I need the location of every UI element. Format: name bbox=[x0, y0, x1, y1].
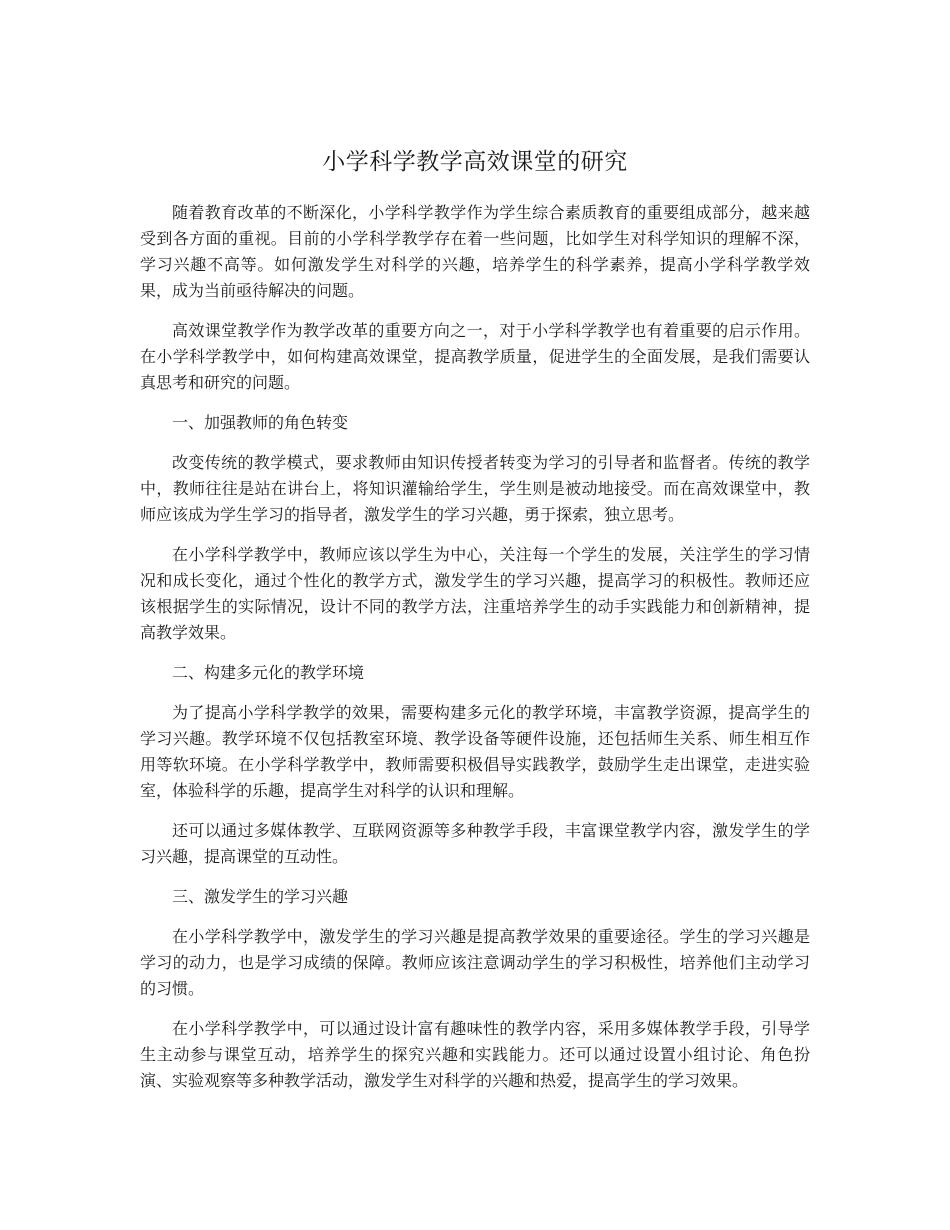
document-body bbox=[140, 200, 810, 1108]
paragraph-section3-2: 在小学科学教学中，可以通过设计富有趣味性的教学内容，采用多媒体教学手段，引导学生主动参与课堂互动，培养学生的探究兴趣和实践能力。还可以通过设置小组讨论、角色扮演、实验观察等多种教学活动，激发学生对科学的兴趣和热爱，提高学生的学习效果。 bbox=[140, 1019, 810, 1090]
document-title: 小学科学教学高效课堂的研究 bbox=[322, 149, 628, 175]
section-heading-1: 一、加强教师的角色转变 bbox=[172, 413, 349, 432]
paragraph-section2-1: 为了提高小学科学教学的效果，需要构建多元化的教学环境，丰富教学资源，提高学生的学习兴趣。教学环境不仅包括教室环境、教学设备等硬件设施，还包括师生关系、师生相互作用等软环境。在小学科学教学中，教师需要积极倡导实践教学，鼓励学生走出课堂，走进实验室，体验科学的乐趣，提高学生对科学的认识和理解。 bbox=[140, 703, 810, 800]
paragraph-intro-2: 高效课堂教学作为教学改革的重要方向之一，对于小学科学教学也有着重要的启示作用。在小学科学教学中，如何构建高效课堂，提高教学质量，促进学生的全面发展，是我们需要认真思考和研究的问题。 bbox=[140, 321, 810, 392]
paragraph-section3-1: 在小学科学教学中，激发学生的学习兴趣是提高教学效果的重要途径。学生的学习兴趣是学习的动力，也是学习成绩的保障。教师应该注意调动学生的学习积极性，培养他们主动学习的习惯。 bbox=[140, 927, 810, 998]
section-heading-3: 三、激发学生的学习兴趣 bbox=[172, 887, 349, 906]
paragraph-section2-2: 还可以通过多媒体教学、互联网资源等多种教学手段，丰富课堂教学内容，激发学生的学习兴趣，提高课堂的互动性。 bbox=[140, 821, 810, 866]
paragraph-section1-1: 改变传统的教学模式，要求教师由知识传授者转变为学习的引导者和监督者。传统的教学中，教师往往是站在讲台上，将知识灌输给学生，学生则是被动地接受。而在高效课堂中，教师应该成为学生学习的指导者，激发学生的学习兴趣，勇于探索，独立思考。 bbox=[140, 453, 810, 524]
section-heading-2: 二、构建多元化的教学环境 bbox=[172, 663, 365, 682]
paragraph-intro-1: 随着教育改革的不断深化，小学科学教学作为学生综合素质教育的重要组成部分，越来越受到各方面的重视。目前的小学科学教学存在着一些问题，比如学生对科学知识的理解不深，学习兴趣不高等。如何激发学生对科学的兴趣，培养学生的科学素养，提高小学科学教学效果，成为当前亟待解决的问题。 bbox=[140, 203, 810, 300]
paragraph-section1-2: 在小学科学教学中，教师应该以学生为中心，关注每一个学生的发展，关注学生的学习情况和成长变化，通过个性化的教学方式，激发学生的学习兴趣，提高学习的积极性。教师还应该根据学生的实际情况，设计不同的教学方法，注重培养学生的动手实践能力和创新精神，提高教学效果。 bbox=[140, 545, 810, 642]
